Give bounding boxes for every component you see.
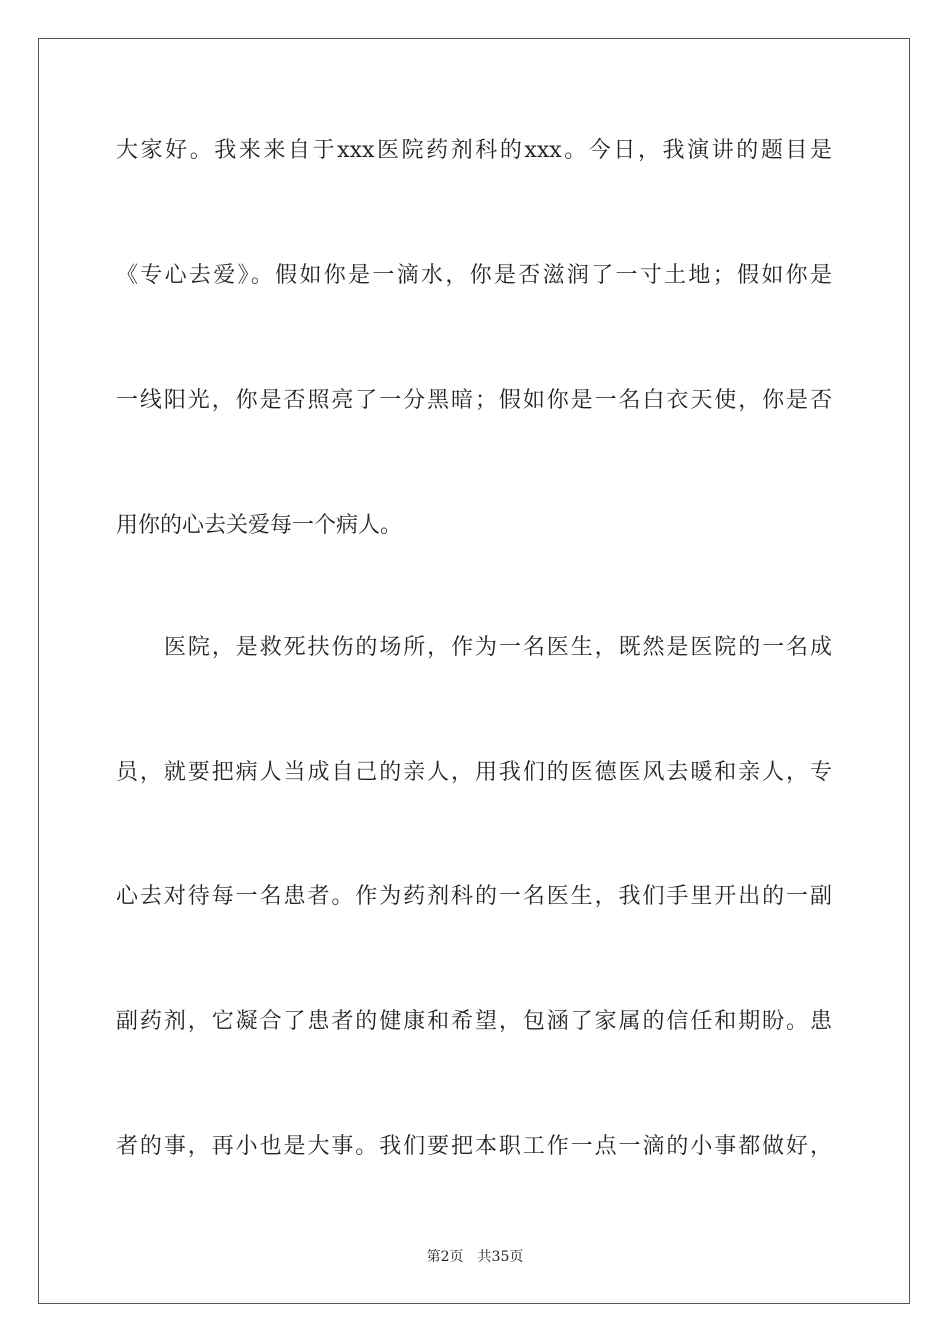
page-footer (0, 1248, 950, 1266)
body-line-1: 大家好。我来来自于xxx医院药剂科的xxx。今日，我演讲的题目是 (116, 138, 832, 163)
body-line-6: 员，就要把病人当成自己的亲人，用我们的医德医风去暖和亲人，专 (116, 760, 832, 785)
body-line-4: 用你的心去关爱每一个病人。 (116, 513, 403, 538)
body-line-8: 副药剂，它凝合了患者的健康和希望，包涵了家属的信任和期盼。患 (116, 1009, 832, 1034)
body-line-3: 一线阳光，你是否照亮了一分黑暗；假如你是一名白衣天使，你是否 (116, 388, 832, 413)
body-line-7: 心去对待每一名患者。作为药剂科的一名医生，我们手里开出的一副 (116, 884, 832, 909)
page-border (38, 38, 910, 1304)
page-total: 共35页 (477, 1249, 524, 1265)
page-number: 第2页 (426, 1249, 464, 1265)
body-line-2: 《专心去爱》。假如你是一滴水，你是否滋润了一寸土地；假如你是 (116, 263, 832, 288)
body-line-5: 医院，是救死扶伤的场所，作为一名医生，既然是医院的一名成 (164, 635, 832, 660)
body-line-9: 者的事，再小也是大事。我们要把本职工作一点一滴的小事都做好， (116, 1134, 832, 1159)
